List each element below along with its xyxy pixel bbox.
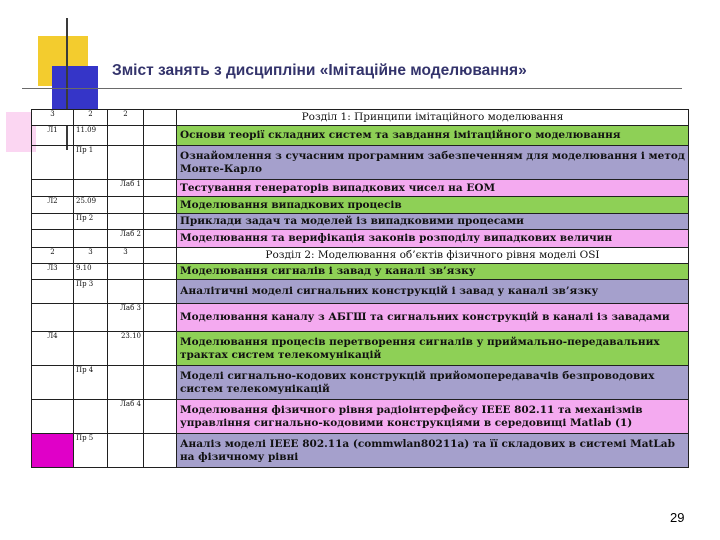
color-cell — [144, 214, 177, 230]
section-hours-1: 3 — [32, 110, 74, 126]
topic-cell: Основи теорії складних систем та завдання імітаційного моделювання — [177, 126, 689, 146]
date-cell — [74, 400, 108, 434]
lecture-cell — [32, 180, 74, 197]
practice-cell: Пр 2 — [74, 214, 108, 230]
topic-cell: Моделювання випадкових процесів — [177, 197, 689, 214]
practice-cell: Пр 4 — [74, 366, 108, 400]
lecture-cell — [32, 434, 74, 468]
date-cell: 11.09 — [74, 126, 108, 146]
topic-cell: Моделювання сигналів і завад у каналі зв’язку — [177, 264, 689, 280]
lab-cell: Лаб 3 — [108, 304, 144, 332]
topic-cell: Тестування генераторів випадкових чисел на ЕОМ — [177, 180, 689, 197]
lab-cell — [108, 264, 144, 280]
topic-cell: Аналіз моделі IEEE 802.11a (commwlan80211a) та її складових в системі MatLab на фізичному рівні — [177, 434, 689, 468]
lab-cell: Лаб 1 — [108, 180, 144, 197]
color-cell — [144, 126, 177, 146]
lecture-cell — [32, 280, 74, 304]
topic-cell: Моделювання та верифікація законів розподілу випадкових величин — [177, 230, 689, 248]
color-cell — [144, 264, 177, 280]
section-title: Розділ 1: Принципи імітаційного моделювання — [177, 110, 689, 126]
practice-cell: Пр 5 — [74, 434, 108, 468]
table-row — [32, 280, 689, 304]
section-hours-2: 2 — [74, 110, 108, 126]
lecture-cell: Л4 — [32, 332, 74, 366]
date-cell — [74, 230, 108, 248]
lecture-cell: Л2 — [32, 197, 74, 214]
lab-cell — [108, 197, 144, 214]
lecture-cell — [32, 400, 74, 434]
topic-cell: Моделі сигнально-кодових конструкцій прийомопередавачів безпроводових систем телекомунікацій — [177, 366, 689, 400]
table-row — [32, 180, 689, 197]
topic-cell: Приклади задач та моделей із випадковими процесами — [177, 214, 689, 230]
lab-cell: 23.10 — [108, 332, 144, 366]
color-cell — [144, 400, 177, 434]
color-cell — [144, 110, 177, 126]
section-hours-3: 3 — [108, 248, 144, 264]
color-cell — [144, 248, 177, 264]
practice-cell: Пр 1 — [74, 146, 108, 180]
topic-cell: Аналітичні моделі сигнальних конструкцій і завад у каналі зв’язку — [177, 280, 689, 304]
color-cell — [144, 304, 177, 332]
table-row — [32, 400, 689, 434]
color-cell — [144, 146, 177, 180]
lab-cell: Лаб 4 — [108, 400, 144, 434]
lab-cell — [108, 434, 144, 468]
color-cell — [144, 230, 177, 248]
practice-cell: Пр 3 — [74, 280, 108, 304]
lab-cell — [108, 280, 144, 304]
lecture-cell — [32, 304, 74, 332]
lecture-cell: Л1 — [32, 126, 74, 146]
page-title: Зміст занять з дисципліни «Імітаційне моделювання» — [112, 62, 527, 79]
topic-cell: Моделювання фізичного рівня радіоінтерфейсу IEEE 802.11 та механізмів управління сигнально-кодовими конструкціями в середовищі Matlab (1) — [177, 400, 689, 434]
date-cell — [74, 180, 108, 197]
table-row — [32, 304, 689, 332]
lecture-cell — [32, 214, 74, 230]
table-row — [32, 146, 689, 180]
section-hours-1: 2 — [32, 248, 74, 264]
lecture-cell — [32, 146, 74, 180]
lab-cell — [108, 146, 144, 180]
topic-cell: Ознайомлення з сучасним програмним забезпеченням для моделювання і метод Монте-Карло — [177, 146, 689, 180]
table-row — [32, 197, 689, 214]
lab-cell — [108, 126, 144, 146]
table-row — [32, 264, 689, 280]
section-row — [32, 248, 689, 264]
color-cell — [144, 332, 177, 366]
date-cell: 9.10 — [74, 264, 108, 280]
lab-cell — [108, 214, 144, 230]
decor-blue-square — [52, 66, 98, 112]
color-cell — [144, 366, 177, 400]
color-cell — [144, 434, 177, 468]
section-hours-3: 2 — [108, 110, 144, 126]
date-cell — [74, 332, 108, 366]
table-row — [32, 434, 689, 468]
date-cell: 25.09 — [74, 197, 108, 214]
lab-cell — [108, 366, 144, 400]
date-cell — [74, 304, 108, 332]
topic-cell: Моделювання каналу з АБГШ та сигнальних конструкцій в каналі із завадами — [177, 304, 689, 332]
table-row — [32, 366, 689, 400]
topic-cell: Моделювання процесів перетворення сигналів у приймально-передавальних трактах систем телекомунікацій — [177, 332, 689, 366]
table-row — [32, 230, 689, 248]
lecture-cell — [32, 230, 74, 248]
schedule-table — [31, 109, 689, 468]
title-underline — [22, 88, 682, 89]
table-row — [32, 126, 689, 146]
lab-cell: Лаб 2 — [108, 230, 144, 248]
lecture-cell: Л3 — [32, 264, 74, 280]
section-row — [32, 110, 689, 126]
lecture-cell — [32, 366, 74, 400]
table-row — [32, 332, 689, 366]
color-cell — [144, 180, 177, 197]
section-title: Розділ 2: Моделювання об’єктів фізичного рівня моделі OSI — [177, 248, 689, 264]
page-number: 29 — [670, 510, 685, 525]
section-hours-2: 3 — [74, 248, 108, 264]
color-cell — [144, 197, 177, 214]
table-row — [32, 214, 689, 230]
color-cell — [144, 280, 177, 304]
